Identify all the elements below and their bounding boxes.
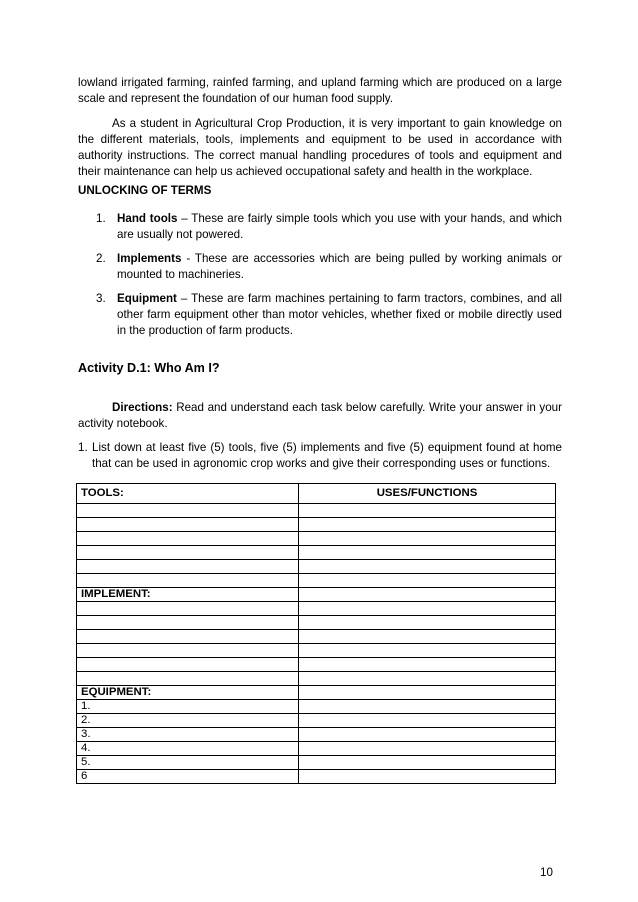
activity-question xyxy=(78,440,562,472)
table-cell[interactable] xyxy=(77,546,299,560)
table-header-row xyxy=(77,484,556,504)
table-row xyxy=(77,700,556,714)
table-cell[interactable] xyxy=(299,686,556,700)
table-row xyxy=(77,658,556,672)
table-cell[interactable] xyxy=(299,742,556,756)
intro-paragraph: lowland irrigated farming, rainfed farming, and upland farming which are produced on a large scale and represent the foundation of our human food supply. xyxy=(78,76,562,105)
table-row xyxy=(77,532,556,546)
question-text: List down at least five (5) tools, five (5) implements and five (5) equipment found at home that can be used in agronomic crop works and give their corresponding uses or functions. xyxy=(92,441,562,470)
term-item-hand-tools xyxy=(96,211,562,243)
uses-header: USES/FUNCTIONS xyxy=(299,484,556,504)
table-row xyxy=(77,714,556,728)
equipment-row-number[interactable]: 4. xyxy=(77,742,299,756)
table-cell[interactable] xyxy=(299,770,556,784)
table-cell[interactable] xyxy=(77,658,299,672)
table-row xyxy=(77,602,556,616)
table-cell[interactable] xyxy=(299,560,556,574)
table-cell[interactable] xyxy=(299,728,556,742)
table-cell[interactable] xyxy=(77,574,299,588)
table-row xyxy=(77,742,556,756)
term-separator: – xyxy=(177,212,192,225)
term-definition: These are farm machines pertaining to farm tractors, combines, and all other farm equipment other than motor vehicles, whether fixed or mobile directly used in the production of farm products. xyxy=(117,292,562,337)
term-number: 2. xyxy=(96,252,106,265)
table-row xyxy=(77,546,556,560)
table-cell[interactable] xyxy=(77,518,299,532)
equipment-row-number[interactable]: 6 xyxy=(77,770,299,784)
term-name: Implements xyxy=(117,252,182,265)
tools-header: TOOLS: xyxy=(77,484,299,504)
table-cell[interactable] xyxy=(77,602,299,616)
term-name: Hand tools xyxy=(117,212,178,225)
implement-label-row xyxy=(77,588,556,602)
directions-paragraph xyxy=(78,400,562,432)
table-cell[interactable] xyxy=(299,672,556,686)
table-cell[interactable] xyxy=(77,616,299,630)
table-cell[interactable] xyxy=(299,616,556,630)
table-row xyxy=(77,644,556,658)
question-number: 1. xyxy=(78,441,88,454)
unlocking-heading: UNLOCKING OF TERMS xyxy=(78,184,212,197)
term-number: 1. xyxy=(96,212,106,225)
table-row xyxy=(77,504,556,518)
answer-table xyxy=(76,483,556,784)
table-cell[interactable] xyxy=(299,700,556,714)
table-cell[interactable] xyxy=(77,560,299,574)
table-cell[interactable] xyxy=(299,574,556,588)
activity-title: Activity D.1: Who Am I? xyxy=(78,361,220,375)
term-definition: These are fairly simple tools which you use with your hands, and which are usually not powered. xyxy=(117,212,563,241)
table-cell[interactable] xyxy=(299,504,556,518)
table-cell[interactable] xyxy=(77,504,299,518)
equipment-row-number[interactable]: 2. xyxy=(77,714,299,728)
table-cell[interactable] xyxy=(77,672,299,686)
table-row xyxy=(77,770,556,784)
table-cell[interactable] xyxy=(299,714,556,728)
directions-text: Read and understand each task below carefully. Write your answer in your activity notebook. xyxy=(78,401,562,430)
term-definition: These are accessories which are being pulled by working animals or mounted to machineries. xyxy=(117,252,562,281)
table-cell[interactable] xyxy=(299,518,556,532)
table-cell[interactable] xyxy=(299,532,556,546)
equipment-row-number[interactable]: 1. xyxy=(77,700,299,714)
term-item-implements xyxy=(96,251,562,283)
table-cell[interactable] xyxy=(299,630,556,644)
table-row xyxy=(77,630,556,644)
equipment-row-number[interactable]: 5. xyxy=(77,756,299,770)
implement-label: IMPLEMENT: xyxy=(77,588,299,602)
term-separator: – xyxy=(176,292,192,305)
equipment-label: EQUIPMENT: xyxy=(77,686,299,700)
table-row xyxy=(77,518,556,532)
term-number: 3. xyxy=(96,292,106,305)
equipment-label-row xyxy=(77,686,556,700)
table-cell[interactable] xyxy=(299,602,556,616)
table-cell[interactable] xyxy=(77,644,299,658)
directions-label: Directions: xyxy=(112,401,173,414)
equipment-row-number[interactable]: 3. xyxy=(77,728,299,742)
term-item-equipment xyxy=(96,291,562,339)
table-row xyxy=(77,728,556,742)
term-separator: - xyxy=(181,252,195,265)
term-name: Equipment xyxy=(117,292,177,305)
table-cell[interactable] xyxy=(77,532,299,546)
page-number: 10 xyxy=(540,866,553,879)
table-row xyxy=(77,616,556,630)
table-row xyxy=(77,672,556,686)
table-row xyxy=(77,756,556,770)
table-cell[interactable] xyxy=(299,756,556,770)
student-paragraph: As a student in Agricultural Crop Production, it is very important to gain knowledge on the different materials, tools, implements and equipment to be used in accordance with authority instructions. The correct manual handling procedures of tools and equipment and their maintenance can help us achieved occupational safety and health in the workplace. xyxy=(78,117,562,178)
table-cell[interactable] xyxy=(299,658,556,672)
table-row xyxy=(77,560,556,574)
table-cell[interactable] xyxy=(299,546,556,560)
table-cell[interactable] xyxy=(299,644,556,658)
table-row xyxy=(77,574,556,588)
table-cell[interactable] xyxy=(299,588,556,602)
table-cell[interactable] xyxy=(77,630,299,644)
